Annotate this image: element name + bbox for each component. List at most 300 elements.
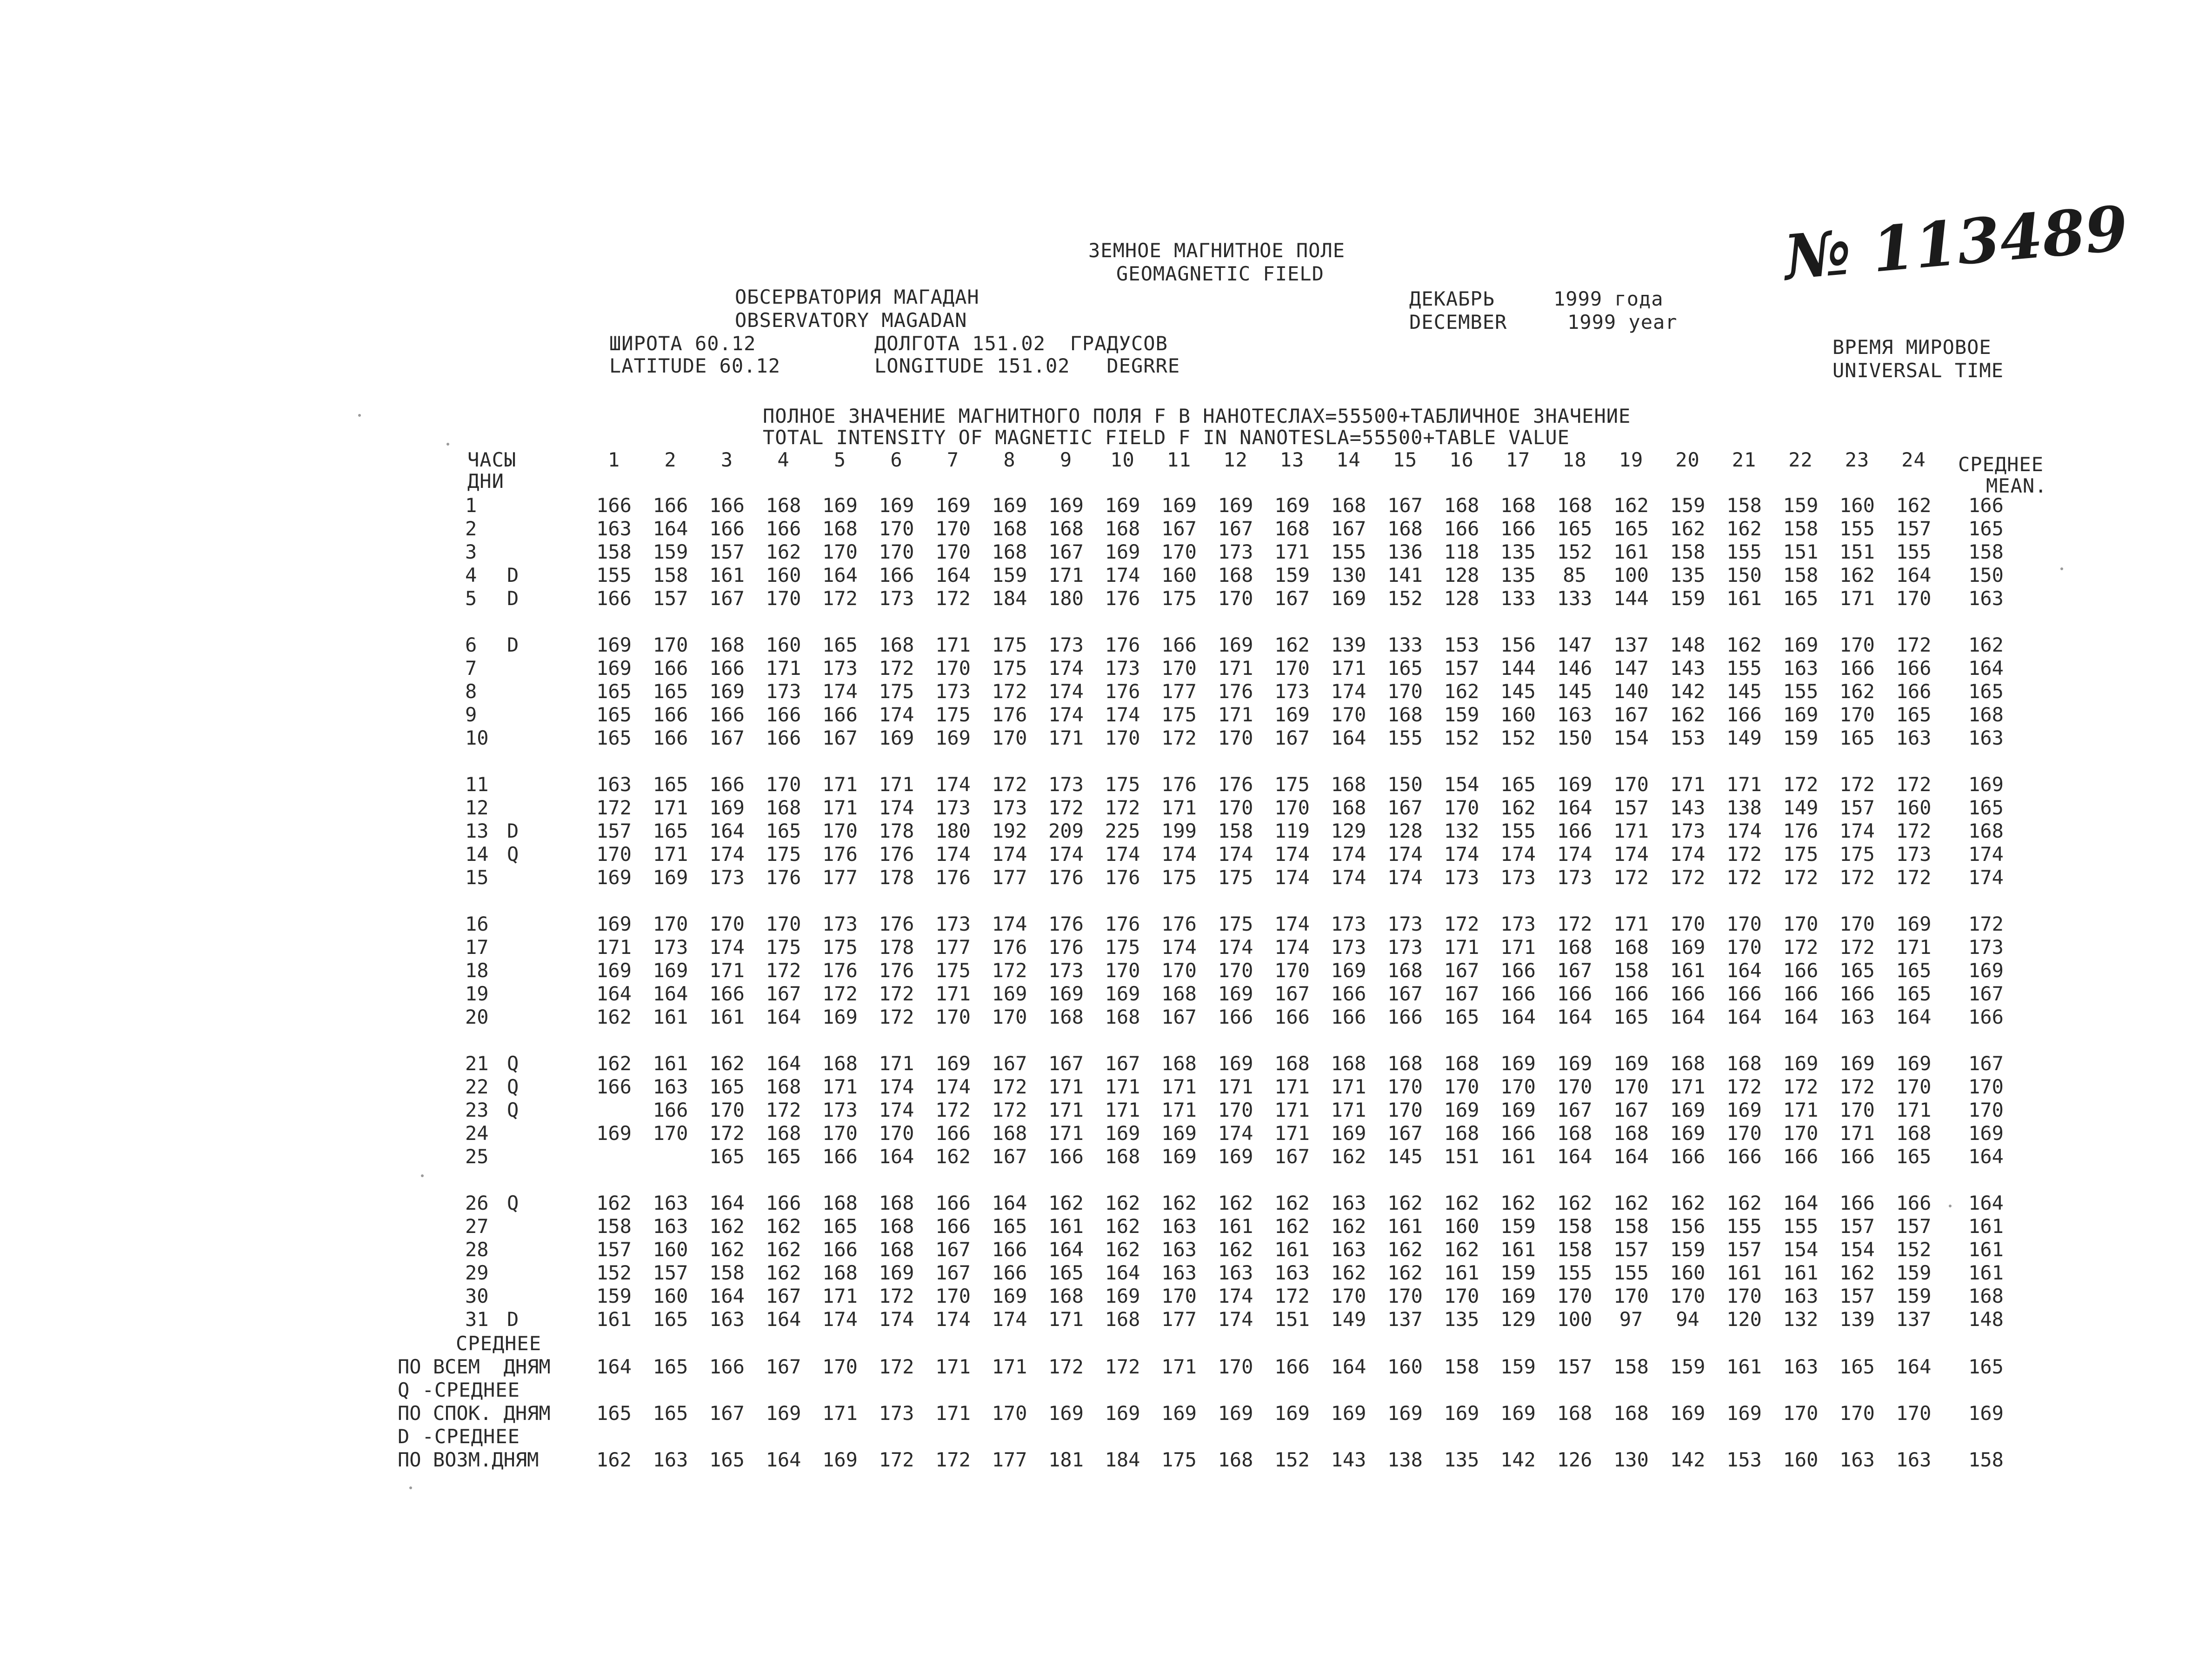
hourly-value: 167	[1387, 982, 1423, 1005]
hourly-value: 168	[992, 517, 1027, 540]
hourly-value: 175	[879, 680, 914, 703]
hourly-value: 161	[1218, 1215, 1253, 1238]
summary-value: 175	[1161, 1448, 1197, 1471]
hourly-value: 172	[879, 1006, 914, 1028]
hourly-value: 171	[1105, 1099, 1140, 1121]
hourly-value: 167	[1387, 1122, 1423, 1145]
hourly-value: 167	[1274, 587, 1310, 610]
hourly-value: 153	[1444, 633, 1479, 656]
hourly-value: 169	[992, 494, 1027, 517]
summary-label: Q -СРЕДНЕЕ	[398, 1379, 520, 1401]
hourly-value: 175	[1274, 773, 1310, 796]
hourly-value: 130	[1331, 564, 1366, 586]
hourly-value: 172	[1839, 773, 1875, 796]
hourly-value: 167	[822, 726, 858, 749]
hourly-value: 171	[1331, 657, 1366, 680]
summary-label: ПО СПОК. ДНЯМ	[398, 1402, 551, 1425]
hourly-value: 172	[1896, 773, 1932, 796]
hourly-value: 166	[1557, 820, 1592, 842]
hourly-value: 173	[1274, 680, 1310, 703]
hourly-value: 158	[709, 1261, 745, 1284]
hourly-value: 169	[1331, 587, 1366, 610]
hourly-value: 172	[1896, 633, 1932, 656]
hourly-value: 168	[766, 1122, 801, 1145]
summary-label: D -СРЕДНЕЕ	[398, 1425, 520, 1448]
hourly-value: 166	[1726, 982, 1762, 1005]
hourly-value: 169	[1444, 1099, 1479, 1121]
hourly-value: 168	[1218, 564, 1253, 586]
hourly-value: 163	[596, 517, 632, 540]
hourly-value: 160	[1670, 1261, 1706, 1284]
hourly-value: 172	[1444, 913, 1479, 935]
hourly-value: 165	[653, 820, 688, 842]
scan-speck	[421, 1174, 424, 1177]
hourly-value: 135	[1670, 564, 1706, 586]
day-number: 9	[465, 703, 477, 726]
day-number: 28	[465, 1238, 489, 1261]
hourly-value: 169	[1105, 540, 1140, 563]
hourly-value: 169	[935, 494, 971, 517]
hourly-value: 170	[709, 1099, 745, 1121]
hourly-value: 166	[1896, 1192, 1932, 1214]
summary-value: 170	[1896, 1402, 1932, 1425]
summary-value: 166	[1274, 1355, 1310, 1378]
summary-value: 158	[1444, 1355, 1479, 1378]
hourly-value: 161	[709, 1006, 745, 1028]
hour-column-header: 5	[833, 448, 846, 471]
month-ru: ДЕКАБРЬ	[1409, 287, 1495, 310]
hourly-value: 170	[879, 540, 914, 563]
hourly-value: 172	[1726, 866, 1762, 889]
day-type-flag: Q	[507, 1192, 519, 1214]
scan-speck	[1949, 1205, 1952, 1207]
hourly-value: 175	[1105, 936, 1140, 959]
hourly-value: 170	[879, 517, 914, 540]
summary-value: 177	[992, 1448, 1027, 1471]
hourly-value: 169	[1048, 982, 1084, 1005]
hour-column-header: 7	[946, 448, 959, 471]
hourly-value: 144	[1500, 657, 1536, 680]
hourly-value: 171	[1218, 657, 1253, 680]
summary-value: 168	[1613, 1402, 1649, 1425]
summary-value: 165	[709, 1448, 745, 1471]
hourly-value: 177	[1161, 1308, 1197, 1331]
hourly-value: 174	[879, 1099, 914, 1121]
hourly-value: 157	[1896, 517, 1932, 540]
hourly-value: 178	[879, 866, 914, 889]
hourly-value: 162	[709, 1215, 745, 1238]
hourly-value: 171	[1048, 564, 1084, 586]
hourly-value: 166	[1500, 982, 1536, 1005]
hourly-value: 166	[1839, 982, 1875, 1005]
hourly-value: 173	[1048, 959, 1084, 982]
hourly-value: 162	[596, 1006, 632, 1028]
hourly-value: 144	[1613, 587, 1649, 610]
hourly-value: 176	[1105, 866, 1140, 889]
hourly-value: 166	[766, 703, 801, 726]
hourly-value: 170	[1670, 1285, 1706, 1307]
hourly-value: 159	[1444, 703, 1479, 726]
daily-mean: 165	[1968, 517, 2004, 540]
hourly-value: 168	[822, 1261, 858, 1284]
hourly-value: 170	[1218, 726, 1253, 749]
summary-value: 171	[992, 1355, 1027, 1378]
hourly-value: 165	[1896, 1145, 1932, 1168]
hourly-value: 169	[596, 959, 632, 982]
hourly-value: 170	[1839, 913, 1875, 935]
hourly-value: 171	[1783, 1099, 1819, 1121]
hourly-value: 170	[1444, 1075, 1479, 1098]
hourly-value: 159	[1500, 1261, 1536, 1284]
hourly-value: 166	[1331, 1006, 1366, 1028]
hourly-value: 171	[935, 982, 971, 1005]
hourly-value: 174	[1048, 680, 1084, 703]
hourly-value: 161	[709, 564, 745, 586]
hourly-value: 168	[1105, 1145, 1140, 1168]
hourly-value: 165	[709, 1145, 745, 1168]
hourly-value: 159	[1500, 1215, 1536, 1238]
hourly-value: 169	[1839, 1052, 1875, 1075]
summary-value: 164	[766, 1448, 801, 1471]
hourly-value: 170	[1161, 540, 1197, 563]
year-en: 1999 year	[1567, 311, 1678, 333]
summary-value: 171	[935, 1402, 971, 1425]
hourly-value: 171	[1105, 1075, 1140, 1098]
hourly-value: 164	[1726, 959, 1762, 982]
hourly-value: 176	[935, 866, 971, 889]
hourly-value: 170	[935, 517, 971, 540]
hourly-value: 133	[1557, 587, 1592, 610]
hourly-value: 168	[1387, 959, 1423, 982]
hour-column-header: 8	[1003, 448, 1016, 471]
hourly-value: 169	[1331, 1122, 1366, 1145]
summary-value: 159	[1670, 1355, 1706, 1378]
daily-mean: 169	[1968, 1122, 2004, 1145]
hourly-value: 173	[1896, 843, 1932, 866]
hourly-value: 171	[1048, 1122, 1084, 1145]
hourly-value: 176	[1048, 936, 1084, 959]
hourly-value: 158	[1726, 494, 1762, 517]
hourly-value: 174	[879, 796, 914, 819]
hourly-value: 162	[1105, 1215, 1140, 1238]
hourly-value: 169	[1896, 1052, 1932, 1075]
hourly-value: 176	[879, 913, 914, 935]
hourly-value: 172	[766, 959, 801, 982]
hourly-value: 170	[653, 633, 688, 656]
year-ru: 1999 года	[1553, 287, 1664, 310]
hourly-value: 166	[1896, 657, 1932, 680]
hourly-value: 166	[766, 726, 801, 749]
hourly-value: 171	[653, 796, 688, 819]
hourly-value: 171	[1500, 936, 1536, 959]
hourly-value: 176	[1105, 633, 1140, 656]
summary-value: 164	[1331, 1355, 1366, 1378]
hourly-value: 145	[1387, 1145, 1423, 1168]
summary-value: 142	[1670, 1448, 1706, 1471]
hourly-value: 174	[1331, 843, 1366, 866]
hourly-value: 174	[935, 1075, 971, 1098]
hourly-value: 152	[1557, 540, 1592, 563]
hourly-value: 149	[1331, 1308, 1366, 1331]
hourly-value: 162	[1161, 1192, 1197, 1214]
hourly-value: 170	[1387, 1099, 1423, 1121]
hourly-value: 171	[1274, 1122, 1310, 1145]
hourly-value: 157	[596, 1238, 632, 1261]
hourly-value: 169	[879, 494, 914, 517]
hourly-value: 170	[1726, 936, 1762, 959]
hourly-value: 174	[992, 1308, 1027, 1331]
hourly-value: 159	[596, 1285, 632, 1307]
hourly-value: 155	[1896, 540, 1932, 563]
hourly-value: 167	[1218, 517, 1253, 540]
summary-value: 181	[1048, 1448, 1084, 1471]
hourly-value: 172	[935, 1099, 971, 1121]
hourly-value: 176	[1105, 913, 1140, 935]
hourly-value: 173	[766, 680, 801, 703]
hourly-value: 176	[992, 703, 1027, 726]
hourly-value: 171	[1161, 796, 1197, 819]
hourly-value: 160	[766, 564, 801, 586]
summary-value: 135	[1444, 1448, 1479, 1471]
summary-value: 169	[1161, 1402, 1197, 1425]
hourly-value: 161	[653, 1052, 688, 1075]
hourly-value: 169	[822, 1006, 858, 1028]
hourly-value: 170	[1557, 1075, 1592, 1098]
hour-column-header: 3	[720, 448, 733, 471]
hourly-value: 162	[1613, 1192, 1649, 1214]
hourly-value: 150	[1726, 564, 1762, 586]
summary-value: 170	[1839, 1402, 1875, 1425]
hourly-value: 170	[1613, 773, 1649, 796]
hourly-value: 166	[822, 1145, 858, 1168]
daily-mean: 169	[1968, 773, 2004, 796]
summary-value: 167	[709, 1402, 745, 1425]
day-number: 5	[465, 587, 477, 610]
summary-value: 169	[1105, 1402, 1140, 1425]
hourly-value: 174	[1500, 843, 1536, 866]
hourly-value: 170	[992, 1006, 1027, 1028]
hourly-value: 159	[1670, 494, 1706, 517]
day-number: 25	[465, 1145, 489, 1168]
hourly-value: 161	[1726, 587, 1762, 610]
hourly-value: 135	[1500, 540, 1536, 563]
summary-value: 172	[879, 1448, 914, 1471]
hourly-value: 168	[1105, 517, 1140, 540]
hourly-value: 162	[1839, 680, 1875, 703]
subtitle-ru: ПОЛНОЕ ЗНАЧЕНИЕ МАГНИТНОГО ПОЛЯ F В НАНОТЕСЛАХ=55500+ТАБЛИЧНОЕ ЗНАЧЕНИЕ	[763, 405, 1631, 427]
hourly-value: 174	[1218, 936, 1253, 959]
hourly-value: 162	[766, 1238, 801, 1261]
hourly-value: 166	[653, 1099, 688, 1121]
hourly-value: 161	[1274, 1238, 1310, 1261]
hourly-value: 163	[596, 773, 632, 796]
hourly-value: 169	[1105, 1285, 1140, 1307]
hourly-value: 173	[709, 866, 745, 889]
hourly-value: 168	[1670, 1052, 1706, 1075]
hourly-value: 170	[1670, 913, 1706, 935]
summary-value: 164	[596, 1355, 632, 1378]
hour-column-header: 21	[1732, 448, 1757, 471]
hourly-value: 166	[596, 494, 632, 517]
hourly-value: 166	[709, 773, 745, 796]
hourly-value: 173	[822, 913, 858, 935]
hourly-value: 172	[822, 982, 858, 1005]
hourly-value: 171	[1670, 773, 1706, 796]
hourly-value: 151	[1783, 540, 1819, 563]
hourly-value: 162	[766, 1261, 801, 1284]
hourly-value: 165	[653, 1308, 688, 1331]
hourly-value: 159	[1783, 494, 1819, 517]
hourly-value: 158	[1557, 1215, 1592, 1238]
hourly-value: 169	[596, 866, 632, 889]
hourly-value: 174	[1218, 1308, 1253, 1331]
hourly-value: 164	[766, 1006, 801, 1028]
hour-column-header: 11	[1166, 448, 1192, 471]
hourly-value: 171	[1444, 936, 1479, 959]
hourly-value: 164	[1726, 1006, 1762, 1028]
summary-value: 169	[1274, 1402, 1310, 1425]
hourly-value: 162	[1387, 1238, 1423, 1261]
hourly-value: 169	[1726, 1099, 1762, 1121]
hourly-value: 166	[1783, 959, 1819, 982]
hourly-value: 168	[879, 1215, 914, 1238]
hourly-value: 169	[1613, 1052, 1649, 1075]
hourly-value: 167	[1557, 959, 1592, 982]
hourly-value: 164	[1557, 796, 1592, 819]
hourly-value: 166	[879, 564, 914, 586]
hourly-value: 174	[1839, 820, 1875, 842]
hourly-value: 172	[822, 587, 858, 610]
summary-value: 169	[1387, 1402, 1423, 1425]
hourly-value: 162	[1444, 680, 1479, 703]
hourly-value: 171	[709, 959, 745, 982]
hourly-value: 168	[992, 1122, 1027, 1145]
hourly-value: 145	[1557, 680, 1592, 703]
summary-value: 165	[596, 1402, 632, 1425]
hourly-value: 173	[1048, 773, 1084, 796]
hourly-value: 176	[879, 959, 914, 982]
hourly-value: 173	[822, 1099, 858, 1121]
hourly-value: 173	[1387, 913, 1423, 935]
hourly-value: 136	[1387, 540, 1423, 563]
hourly-value: 162	[1387, 1261, 1423, 1284]
hourly-value: 168	[1331, 796, 1366, 819]
day-number: 29	[465, 1261, 489, 1284]
hourly-value: 173	[1500, 913, 1536, 935]
hourly-value: 167	[1274, 982, 1310, 1005]
hourly-value: 154	[1444, 773, 1479, 796]
hourly-value: 169	[709, 680, 745, 703]
hour-column-header: 9	[1059, 448, 1073, 471]
summary-value: 152	[1274, 1448, 1310, 1471]
hourly-value: 152	[1896, 1238, 1932, 1261]
hour-column-header: 20	[1675, 448, 1700, 471]
summary-value: 169	[822, 1448, 858, 1471]
hourly-value: 174	[935, 843, 971, 866]
hourly-value: 162	[1105, 1238, 1140, 1261]
time-ru: ВРЕМЯ МИРОВОЕ	[1832, 336, 1992, 359]
hourly-value: 161	[1444, 1261, 1479, 1284]
hour-column-header: 17	[1506, 448, 1531, 471]
hourly-value: 165	[1387, 657, 1423, 680]
hourly-value: 139	[1331, 633, 1366, 656]
hourly-value: 169	[1218, 494, 1253, 517]
hourly-value: 225	[1105, 820, 1140, 842]
hourly-value: 173	[1048, 633, 1084, 656]
hourly-value: 170	[935, 657, 971, 680]
hourly-value: 168	[766, 796, 801, 819]
hourly-value: 170	[935, 1006, 971, 1028]
hourly-value: 173	[1557, 866, 1592, 889]
hourly-value: 177	[992, 866, 1027, 889]
hourly-value: 139	[1839, 1308, 1875, 1331]
summary-mean: 169	[1968, 1402, 2004, 1425]
hourly-value: 175	[992, 657, 1027, 680]
hourly-value: 169	[1218, 633, 1253, 656]
hourly-value: 145	[1500, 680, 1536, 703]
hourly-value: 167	[709, 726, 745, 749]
hourly-value: 168	[1557, 494, 1592, 517]
hourly-value: 170	[1387, 1075, 1423, 1098]
hourly-value: 169	[935, 1052, 971, 1075]
day-type-flag: Q	[507, 1052, 519, 1075]
hourly-value: 172	[1783, 866, 1819, 889]
daily-mean: 150	[1968, 564, 2004, 586]
hourly-value: 162	[1105, 1192, 1140, 1214]
hourly-value: 172	[1670, 866, 1706, 889]
hourly-value: 166	[1500, 959, 1536, 982]
hourly-value: 169	[709, 796, 745, 819]
hourly-value: 165	[1500, 773, 1536, 796]
hourly-value: 169	[1105, 982, 1140, 1005]
hourly-value: 169	[1105, 1122, 1140, 1145]
hourly-value: 166	[709, 657, 745, 680]
summary-value: 161	[1726, 1355, 1762, 1378]
hourly-value: 168	[1161, 982, 1197, 1005]
day-type-flag: D	[507, 1308, 519, 1331]
hourly-value: 157	[709, 540, 745, 563]
day-type-flag: D	[507, 587, 519, 610]
hourly-value: 173	[1218, 540, 1253, 563]
hourly-value: 176	[1161, 913, 1197, 935]
hourly-value: 171	[1670, 1075, 1706, 1098]
hourly-value: 149	[1783, 796, 1819, 819]
hourly-value: 174	[1274, 866, 1310, 889]
day-type-flag: D	[507, 564, 519, 586]
hourly-value: 174	[992, 913, 1027, 935]
hourly-value: 155	[1331, 540, 1366, 563]
hourly-value: 159	[992, 564, 1027, 586]
day-type-flag: Q	[507, 1099, 519, 1121]
daily-mean: 161	[1968, 1238, 2004, 1261]
hourly-value: 172	[766, 1099, 801, 1121]
hourly-value: 160	[766, 633, 801, 656]
hourly-value: 132	[1444, 820, 1479, 842]
hourly-value: 170	[1557, 1285, 1592, 1307]
observatory-ru: ОБСЕРВАТОРИЯ МАГАДАН	[735, 286, 979, 308]
hourly-value: 169	[1670, 1099, 1706, 1121]
hourly-value: 170	[1613, 1075, 1649, 1098]
daily-mean: 174	[1968, 866, 2004, 889]
day-number: 2	[465, 517, 477, 540]
hourly-value: 162	[1048, 1192, 1084, 1214]
hourly-value: 138	[1726, 796, 1762, 819]
hourly-value: 169	[1218, 1145, 1253, 1168]
hourly-value: 163	[653, 1192, 688, 1214]
day-type-flag: Q	[507, 1075, 519, 1098]
hourly-value: 161	[1387, 1215, 1423, 1238]
hourly-value: 174	[935, 1308, 971, 1331]
